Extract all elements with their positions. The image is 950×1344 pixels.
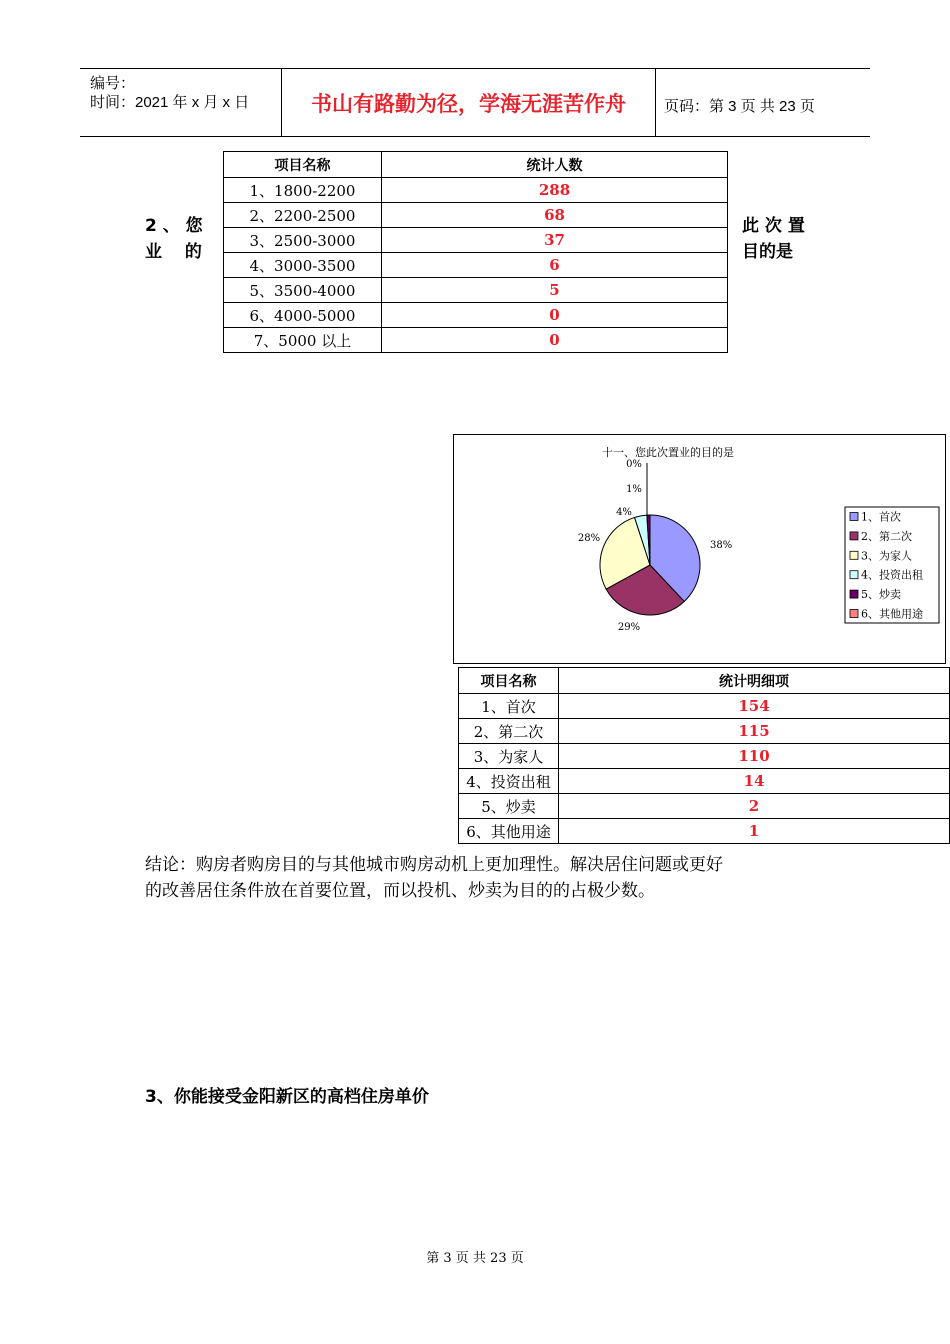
- legend-label: 3、为家人: [861, 549, 912, 563]
- table-row-name: 1、1800-2200: [224, 178, 382, 203]
- header-page-info: 页码：第 3 页 共 23 页: [664, 98, 815, 115]
- table-row-value: 288: [382, 178, 728, 203]
- legend-label: 6、其他用途: [861, 607, 923, 621]
- legend-label: 1、首次: [861, 510, 901, 524]
- pie-slice-label: 1%: [626, 484, 642, 495]
- table-row-name: 5、炒卖: [459, 794, 559, 819]
- purpose-pie-chart: [453, 434, 946, 664]
- table-row-value: 0: [382, 328, 728, 353]
- table-row-value: 115: [559, 719, 950, 744]
- pie-slice-label: 0%: [626, 459, 642, 470]
- chart-title: 十一、您此次置业的目的是: [602, 446, 734, 459]
- pie-slice-label: 29%: [617, 622, 641, 633]
- legend-label: 4、投资出租: [861, 568, 923, 582]
- legend-swatch: [850, 532, 858, 540]
- table-row-name: 3、为家人: [459, 744, 559, 769]
- pie-slice-label: 28%: [577, 533, 601, 544]
- table-row-value: 110: [559, 744, 950, 769]
- legend-swatch: [850, 590, 858, 598]
- header-motto: 书山有路勤为径，学海无涯苦作舟: [311, 92, 626, 116]
- table-row-value: 14: [559, 769, 950, 794]
- header-time-label: 时间：2021 年 x 月 x 日: [90, 94, 250, 111]
- page-footer: 第 3 页 共 23 页: [426, 1251, 524, 1266]
- legend-label: 5、炒卖: [861, 588, 901, 602]
- table-row-name: 6、其他用途: [459, 819, 559, 844]
- table-header-count: 统计人数: [382, 152, 728, 178]
- legend-swatch: [850, 513, 858, 521]
- legend-swatch: [850, 551, 858, 559]
- pie-chart-svg: [454, 435, 945, 663]
- legend-swatch: [850, 610, 858, 618]
- chart-legend-frame: [845, 507, 939, 623]
- table-row-value: 0: [382, 303, 728, 328]
- table-row-name: 6、4000-5000: [224, 303, 382, 328]
- table-row-name: 4、3000-3500: [224, 253, 382, 278]
- legend-swatch: [850, 571, 858, 579]
- legend-label: 2、第二次: [861, 529, 912, 543]
- table-row-name: 4、投资出租: [459, 769, 559, 794]
- table-row-name: 3、2500-3000: [224, 228, 382, 253]
- conclusion-line1: 结论：购房者购房目的与其他城市购房动机上更加理性。解决居住问题或更好: [145, 855, 723, 875]
- section2-left-line2: 业 的: [145, 242, 202, 262]
- table-row-name: 1、首次: [459, 694, 559, 719]
- table-row-value: 2: [559, 794, 950, 819]
- header-bottom-rule: [80, 136, 870, 137]
- purpose-table: [458, 667, 950, 844]
- table-row-name: 2、2200-2500: [224, 203, 382, 228]
- pie-slice-label: 4%: [616, 507, 632, 518]
- section3-title: 3、你能接受金阳新区的高档住房单价: [145, 1087, 429, 1107]
- table-row-value: 5: [382, 278, 728, 303]
- table-row-value: 1: [559, 819, 950, 844]
- conclusion-line2: 的改善居住条件放在首要位置，而以投机、炒卖为目的的占极少数。: [145, 881, 655, 901]
- section2-right-line2: 目的是: [742, 242, 793, 262]
- table-row-name: 2、第二次: [459, 719, 559, 744]
- table-row-name: 5、3500-4000: [224, 278, 382, 303]
- section2-left-line1: 2 、 您: [145, 216, 203, 236]
- price-range-table: [223, 151, 728, 353]
- table-header-name: 项目名称: [224, 152, 382, 178]
- pie-slice-label: 38%: [710, 540, 733, 551]
- table-header-name: 项目名称: [459, 668, 559, 694]
- table-header-detail: 统计明细项: [559, 668, 950, 694]
- table-row-value: 6: [382, 253, 728, 278]
- table-row-value: 37: [382, 228, 728, 253]
- header-top-rule: [80, 68, 870, 69]
- header-divider-right: [655, 69, 656, 136]
- header-code-label: 编号：: [90, 75, 136, 92]
- table-row-value: 154: [559, 694, 950, 719]
- table-row-name: 7、5000 以上: [224, 328, 382, 353]
- table-row-value: 68: [382, 203, 728, 228]
- section2-right-line1: 此 次 置: [742, 216, 805, 236]
